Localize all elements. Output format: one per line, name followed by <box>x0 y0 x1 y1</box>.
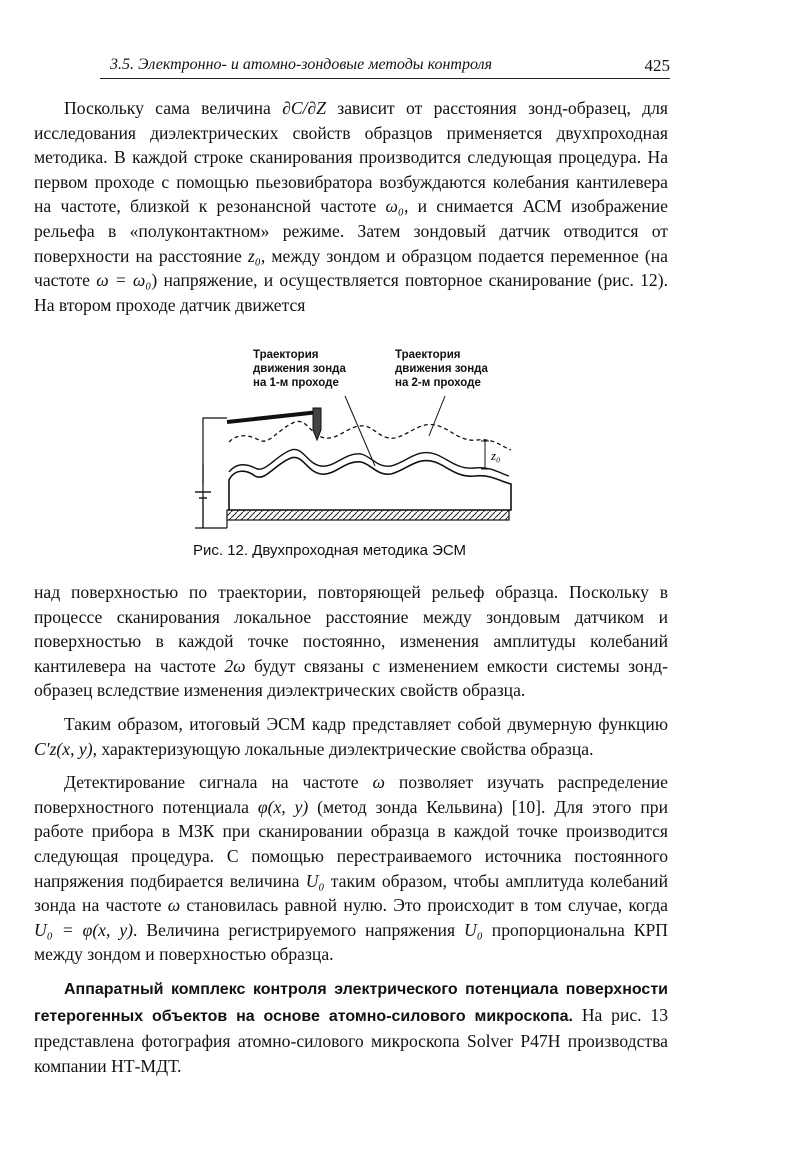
math-omega-eq: ω = ω₀ <box>96 270 152 291</box>
figure-caption: Рис. 12. Двухпроходная методика ЭСМ <box>193 542 467 559</box>
paragraph-2: над поверхностью по траектории, повторяющей рельеф образца. Поскольку в процессе сканирования локальное расстояние между зондовым датчиком и поверхностью в каждой точке постоянно, изменения амплитуды колебаний кантилевера на частоте 2ω будут связаны с изменением емкости системы зонд-образец вследствие изменения диэлектрических свойств образца. <box>34 582 668 701</box>
paragraph-4: Детектирование сигнала на частоте ω позволяет изучать распределение поверхностного потенциала φ(x, y) (метод зонда Кельвина) [10]. Для этого при работе прибора в МЗК при сканировании образца в каждой точке производится следующая процедура. С помощью перестраиваемого источника постоянного напряжения подбирается величина U₀ таким образом, чтобы амплитуда колебаний зонда на частоте ω становилась равной нулю. Это происходит в том случае, когда U₀ = φ(x, y). Величина регистрируемого напряжения U₀ пропорциональна КРП между зондом и поверхностью образца. <box>34 772 669 965</box>
cantilever <box>227 412 319 422</box>
section-heading-inline: Аппаратный комплекс контроля электрического потенциала поверхности гетерогенных объектов на основе атомно-силового микроскопа. <box>34 980 668 1025</box>
math-cz: C′z(x, y) <box>34 738 93 759</box>
sample-relief <box>229 457 511 510</box>
math-omega-a: ω <box>372 772 385 793</box>
paragraph-3: Таким образом, итоговый ЭСМ кадр представляет собой двумерную функцию C′z(x, y), характеризующую локальные диэлектрические свойства образца. <box>34 713 668 759</box>
math-phi: φ(x, y) <box>257 796 309 817</box>
math-z0: z₀ <box>247 245 261 266</box>
page-number: 425 <box>644 56 670 75</box>
running-title: 3.5. Электронно- и атомно-зондовые методы контроля <box>110 56 492 73</box>
math-u0-eq: U₀ = φ(x, y) <box>34 919 134 940</box>
text-block-bottom <box>34 580 668 1078</box>
paragraph-5: Аппаратный комплекс контроля электрического потенциала поверхности гетерогенных объектов на основе атомно-силового микроскопа. На рис. 13 представлена фотография атомно-силового микроскопа Solver P47H производства компании НТ-МДТ. <box>34 980 669 1076</box>
holder-frame <box>203 418 227 528</box>
text-block-top <box>34 96 668 317</box>
math-u0-b: U₀ <box>464 919 483 940</box>
figure-12 <box>195 344 515 564</box>
math-omega-b: ω <box>167 895 181 916</box>
leader-line-pass-2 <box>429 396 445 436</box>
math-u0-a: U₀ <box>305 870 325 891</box>
figure-label-pass-1: Траектория движения зонда на 1-м проходе <box>253 349 346 389</box>
math-dc-dz: ∂C/∂Z <box>282 98 326 118</box>
z0-label: z₀ <box>491 448 501 463</box>
probe-tip <box>313 408 321 440</box>
paragraph-1: Поскольку сама величина ∂C/∂Z зависит от расстояния зонд-образец, для исследования диэлектрических свойств образцов применяется двухпроходная методика. В каждой строке сканирования производится следующая процедура. На первом проходе с помощью пьезовибратора возбуждаются колебания кантилевера на частоте, близкой к резонансной частоте ω₀, и снимается АСМ изображение рельефа в «полуконтактном» режиме. Затем зондовый датчик отводится от поверхности на расстояние z₀, между зондом и образцом подается переменное (на частоте ω = ω₀) напряжение, и осуществляется повторное сканирование (рис. 12). На втором проходе датчик движется <box>34 98 669 315</box>
math-2omega: 2ω <box>224 655 246 676</box>
two-pass-diagram <box>195 344 515 534</box>
math-omega0: ω₀ <box>385 196 405 217</box>
figure-label-pass-2: Траектория движения зонда на 2-м проходе <box>395 349 488 389</box>
substrate <box>227 510 509 520</box>
second-pass-trajectory <box>229 421 511 450</box>
running-header <box>100 56 670 79</box>
